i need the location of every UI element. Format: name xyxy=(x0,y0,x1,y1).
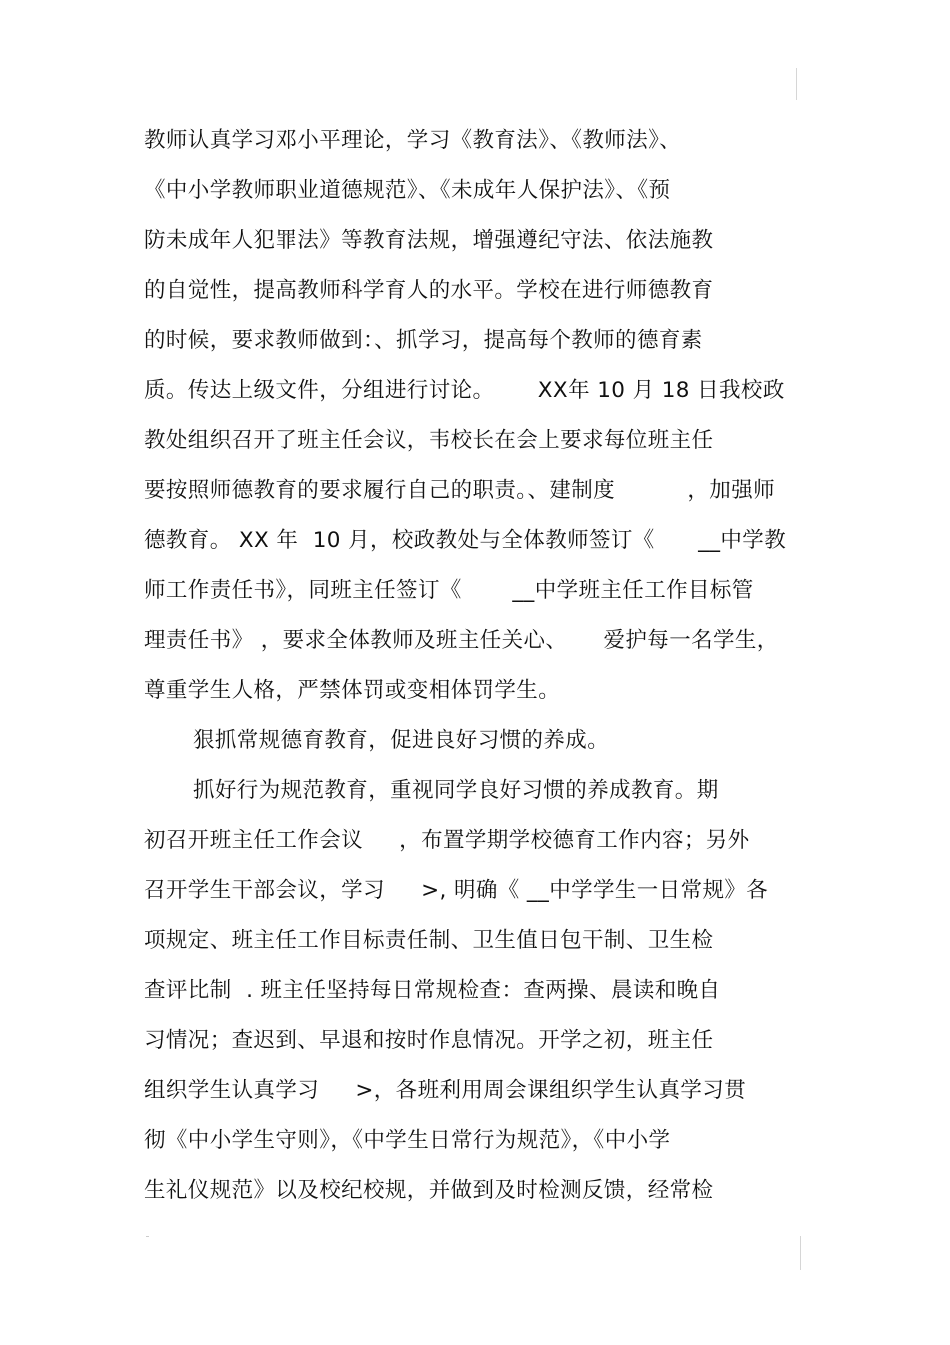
text-line-4: 的自觉性，提高教师科学育人的水平。学校在进行师德教育 xyxy=(144,278,714,303)
text-line-3: 防未成年人犯罪法》等教育法规，增强遵纪守法、依法施教 xyxy=(144,228,714,253)
text-line-8: 要按照师德教育的要求履行自己的职责。、建制度 ，加强师 xyxy=(144,478,775,503)
text-line-15: 初召开班主任工作会议 ，布置学期学校德育工作内容；另外 xyxy=(144,828,750,853)
text-line-21: 彻《中小学生守则》，《中学生日常行为规范》，《中小学 xyxy=(144,1128,671,1153)
text-line-6: 质。传达上级文件，分组进行讨论。 XX年 10 月 18 日我校政 xyxy=(144,378,785,403)
text-line-1: 教师认真学习邓小平理论，学习《教育法》、《教师法》、 xyxy=(144,128,682,153)
text-line-5: 的时候，要求教师做到：、抓学习，提高每个教师的德育素 xyxy=(144,328,703,353)
page-edge-mark-bottom xyxy=(800,1236,801,1270)
text-line-9: 德教育。 XX 年 10 月，校政教处与全体教师签订《 __中学教 xyxy=(144,528,787,553)
text-line-17: 项规定、班主任工作目标责任制、卫生值日包干制、卫生检 xyxy=(144,928,714,953)
text-line-10: 师工作责任书》，同班主任签订《 __中学班主任工作目标管 xyxy=(144,578,754,603)
text-line-22: 生礼仪规范》以及校纪校规，并做到及时检测反馈，经常检 xyxy=(144,1178,714,1203)
paragraph-heading: 狠抓常规德育教育，促进良好习惯的养成。 xyxy=(193,728,610,753)
text-line-18: 查评比制 . 班主任坚持每日常规检查：查两操、晨读和晚自 xyxy=(144,978,721,1003)
text-line-11: 理责任书》 ，要求全体教师及班主任关心、 爱护每一名学生， xyxy=(144,628,779,653)
text-line-20: 组织学生认真学习 >，各班利用周会课组织学生认真学习贯 xyxy=(144,1078,747,1103)
text-line-7: 教处组织召开了班主任会议，韦校长在会上要求每位班主任 xyxy=(144,428,714,453)
text-line-12: 尊重学生人格，严禁体罚或变相体罚学生。 xyxy=(144,678,561,703)
text-line-19: 习情况；查迟到、早退和按时作息情况。开学之初，班主任 xyxy=(144,1028,714,1053)
text-line-16: 召开学生干部会议，学习 >, 明确《 __中学学生一日常规》各 xyxy=(144,878,769,903)
page-edge-mark-top xyxy=(796,68,797,100)
page-edge-dot xyxy=(146,1236,149,1237)
text-line-2: 《中小学教师职业道德规范》、《未成年人保护法》、《预 xyxy=(144,178,671,203)
text-line-14: 抓好行为规范教育，重视同学良好习惯的养成教育。期 xyxy=(193,778,719,803)
